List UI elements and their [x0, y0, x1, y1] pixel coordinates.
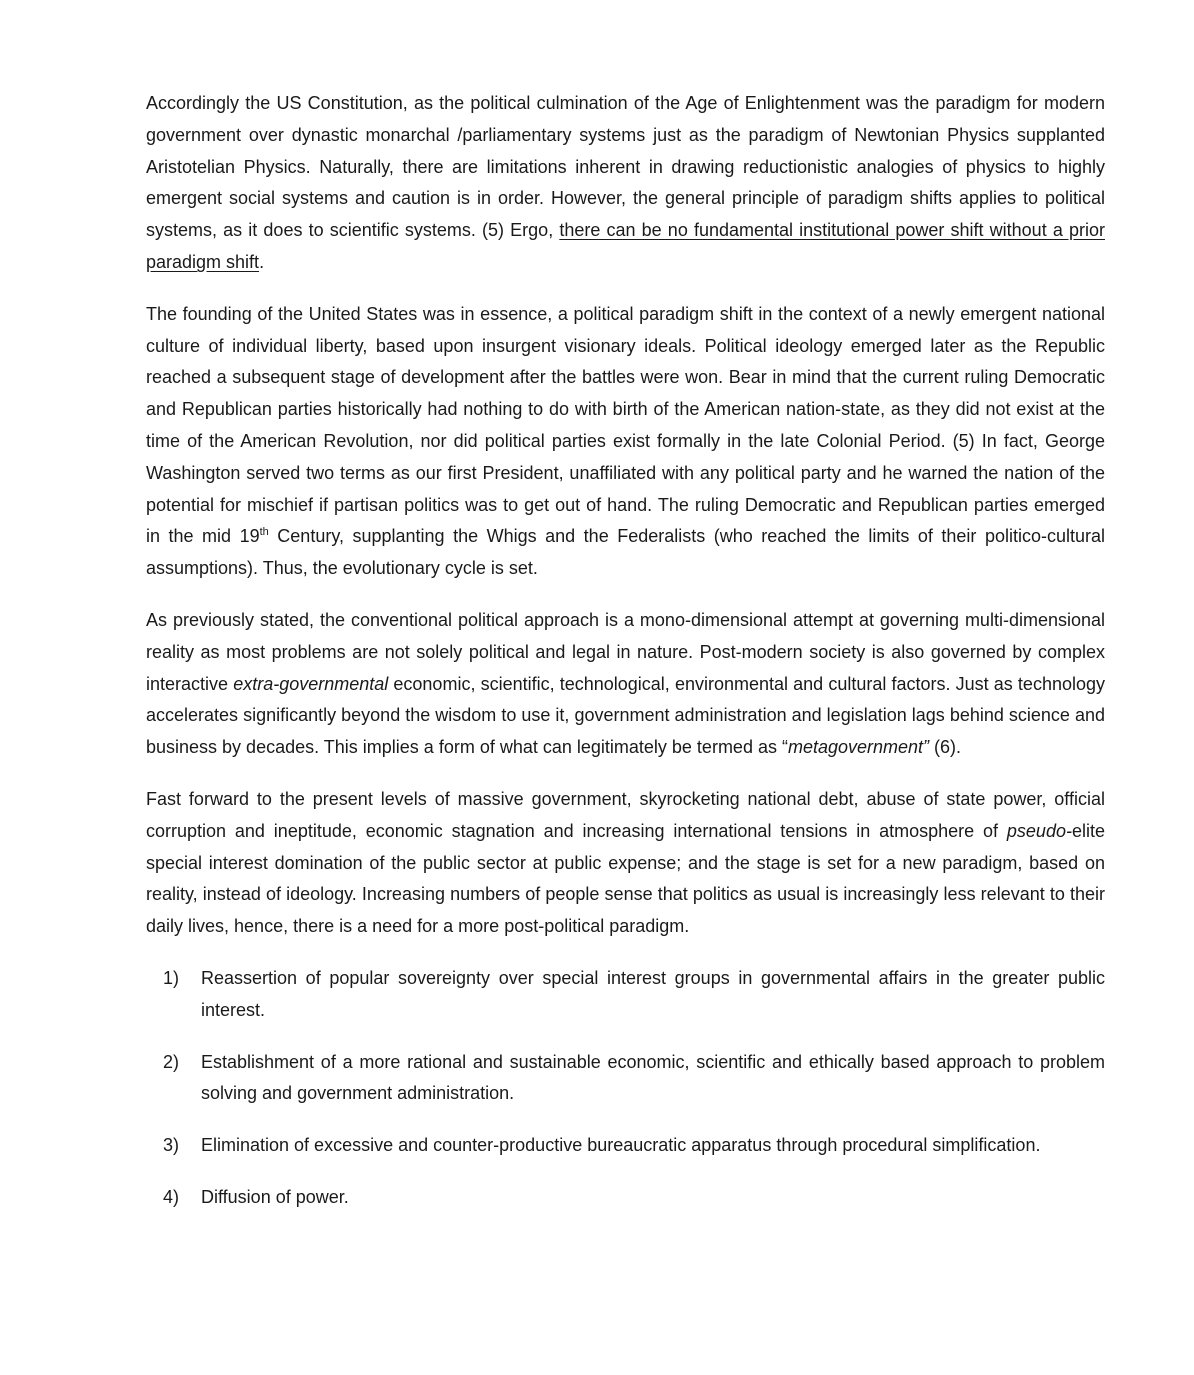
list-item-text: Diffusion of power.: [201, 1186, 349, 1207]
paragraph-3-end: (6).: [929, 737, 962, 758]
paragraph-2: [146, 299, 1105, 585]
paragraph-3: [146, 605, 1105, 764]
paragraph-1: [146, 88, 1105, 279]
list-item: [146, 1130, 1105, 1162]
list-item-text: Establishment of a more rational and sustainable economic, scientific and ethically based approach to problem solving and government administration.: [201, 1051, 1105, 1104]
paragraph-2-text: The founding of the United States was in essence, a political paradigm shift in the context of a newly emergent national culture of individual liberty, based upon insurgent visionary ideals. Political ideology emerged later as the Republic reached a subsequent stage of development after the battles were won. Bear in mind that the current ruling Democratic and Republican parties historically had nothing to do with birth of the American nation-state, as they did not exist at the time of the American Revolution, nor did political parties exist formally in the late Colonial Period. (5) In fact, George Washington served two terms as our first President, unaffiliated with any political party and he warned the nation of the potential for mischief if partisan politics was to get out of hand. The ruling Democratic and Republican parties emerged in the mid 19: [146, 303, 1105, 547]
paragraph-3-text-cont: economic, scientific, technological, environmental and cultural factors. Just as technology accelerates significantly beyond the wisdom to use it, government administration and legislation lags behind science and business by decades. This implies a form of what can legitimately be termed as “: [146, 673, 1105, 758]
list-item: [146, 1047, 1105, 1111]
list-item: [146, 963, 1105, 1027]
paragraph-4-text: Fast forward to the present levels of massive government, skyrocketing national debt, abuse of state power, official corruption and ineptitude, economic stagnation and increasing international tensions in atmosphere of: [146, 788, 1105, 841]
paragraph-4-text-cont: elite special interest domination of the public sector at public expense; and the stage is set for a new paradigm, based on reality, instead of ideology. Increasing numbers of people sense that politics as usual is increasingly less relevant to their daily lives, hence, there is a need for a more post-political paradigm.: [146, 820, 1105, 937]
italic-term-pseudo: pseudo-: [1006, 820, 1072, 841]
paragraph-1-end: .: [259, 251, 265, 272]
underlined-statement: there can be no fundamental institutional power shift without a prior paradigm shift: [146, 220, 1105, 272]
numbered-list: [146, 963, 1105, 1214]
ordinal-superscript: th: [259, 526, 269, 539]
list-item-number: 2): [163, 1051, 180, 1072]
list-item-number: 3): [163, 1135, 180, 1156]
italic-term-metagovernment: metagovernment”: [787, 737, 930, 758]
paragraph-1-text: Accordingly the US Constitution, as the political culmination of the Age of Enlightenment was the paradigm for modern government over dynastic monarchal /parliamentary systems just as the paradigm of Newtonian Physics supplanted Aristotelian Physics. Naturally, there are limitations inherent in drawing reductionistic analogies of physics to highly emergent social systems and caution is in order. However, the general principle of paradigm shifts applies to political systems, as it does to scientific systems. (5) Ergo,: [146, 93, 1105, 241]
document-body: [146, 88, 1105, 1234]
list-item-text: Elimination of excessive and counter-productive bureaucratic apparatus through procedural simplification.: [201, 1135, 1041, 1156]
list-item-text: Reassertion of popular sovereignty over special interest groups in governmental affairs in the greater public interest.: [201, 967, 1105, 1020]
paragraph-2-text-cont: Century, supplanting the Whigs and the Federalists (who reached the limits of their politico-cultural assumptions). Thus, the evolutionary cycle is set.: [146, 526, 1105, 579]
list-item-number: 1): [163, 967, 180, 988]
italic-term-extra-governmental: extra-governmental: [233, 673, 389, 694]
list-item-number: 4): [163, 1186, 180, 1207]
paragraph-4: [146, 784, 1105, 943]
list-item: [146, 1182, 1105, 1214]
paragraph-3-text: As previously stated, the conventional political approach is a mono-dimensional attempt at governing multi-dimensional reality as most problems are not solely political and legal in nature. Post-modern society is also governed by complex interactive: [146, 609, 1105, 694]
